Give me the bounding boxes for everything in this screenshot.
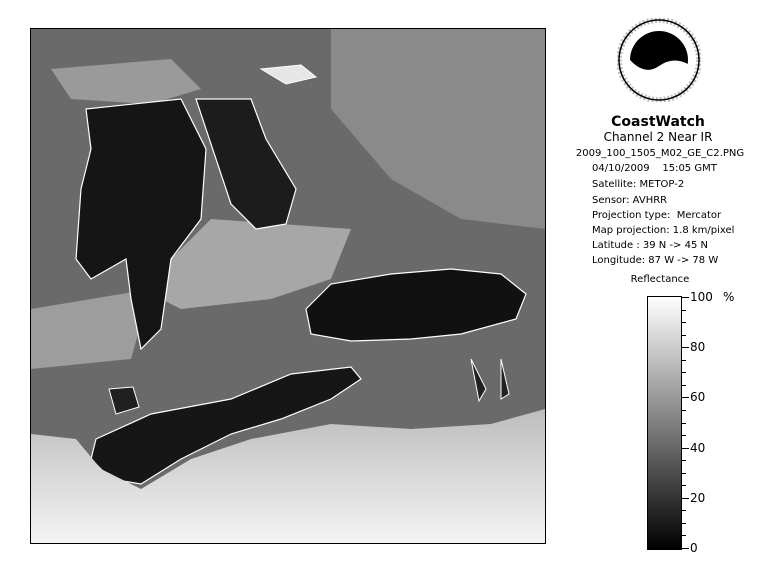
colorbar-tick — [681, 360, 686, 361]
colorbar-tick-label: 100 — [690, 290, 713, 304]
image-filename: 2009_100_1505_M02_GE_C2.PNG — [575, 148, 745, 159]
channel-name: Channel 2 Near IR — [603, 130, 713, 144]
colorbar-tick — [681, 347, 689, 348]
projection-type: Projection type: Mercator — [592, 210, 722, 221]
satellite-image — [30, 28, 546, 544]
colorbar-tick-label: 20 — [690, 490, 706, 505]
sensor-name: Sensor: AVHRR — [592, 195, 668, 206]
noaa-logo-icon — [617, 18, 701, 102]
colorbar-tick — [681, 310, 686, 311]
brand-name: CoastWatch — [611, 114, 705, 130]
colorbar-tick — [681, 460, 686, 461]
colorbar-tick-label: 80 — [690, 340, 706, 355]
colorbar-tick — [681, 535, 686, 536]
satellite-name: Satellite: METOP-2 — [592, 179, 685, 190]
legend-unit: % — [723, 290, 735, 304]
colorbar-tick — [681, 510, 686, 511]
colorbar-tick — [681, 322, 686, 323]
colorbar-tick — [681, 335, 686, 336]
colorbar-tick — [681, 423, 686, 424]
colorbar-tick — [681, 523, 686, 524]
colorbar-tick-label: 0 — [690, 541, 698, 555]
colorbar-tick — [681, 435, 686, 436]
colorbar-tick — [681, 548, 689, 549]
reflectance-colorbar — [647, 296, 682, 550]
colorbar-tick — [681, 473, 686, 474]
colorbar-tick — [681, 297, 689, 298]
legend-title: Reflectance — [630, 274, 690, 285]
colorbar-tick-label: 60 — [690, 390, 706, 405]
great-lakes-map — [31, 29, 545, 543]
colorbar-tick — [681, 485, 686, 486]
longitude-range: Longitude: 87 W -> 78 W — [592, 255, 719, 266]
colorbar-tick — [681, 410, 686, 411]
colorbar-tick-label: 40 — [690, 440, 706, 455]
colorbar-tick — [681, 448, 689, 449]
colorbar-tick — [681, 385, 686, 386]
acquisition-datetime: 04/10/2009 15:05 GMT — [592, 163, 717, 174]
colorbar-tick — [681, 498, 689, 499]
colorbar-tick — [681, 372, 686, 373]
latitude-range: Latitude : 39 N -> 45 N — [592, 240, 708, 251]
colorbar-tick — [681, 397, 689, 398]
map-projection: Map projection: 1.8 km/pixel — [592, 225, 735, 236]
